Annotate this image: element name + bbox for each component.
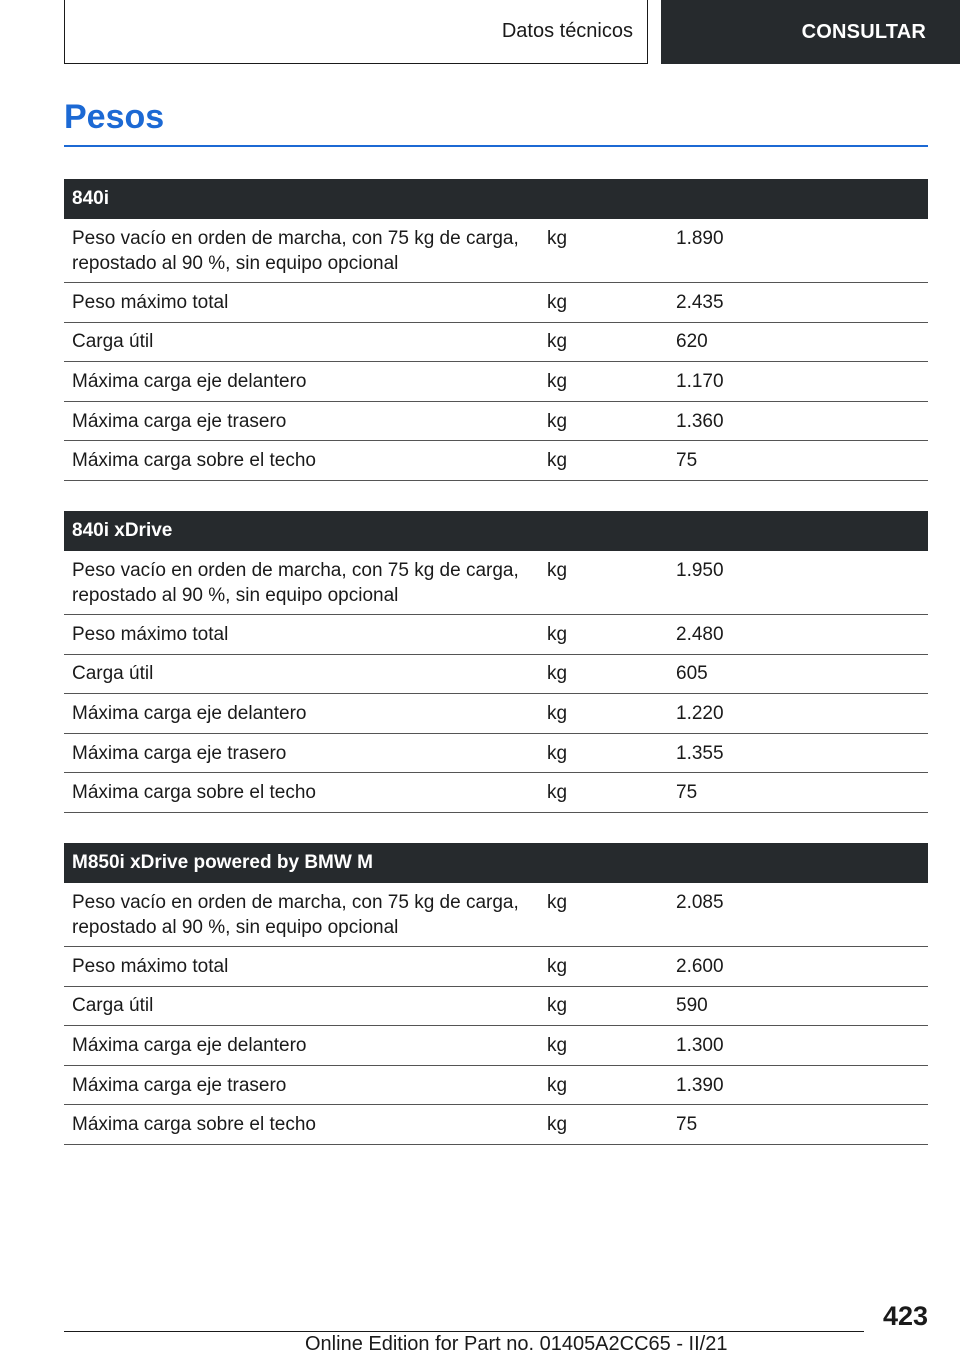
- section-model-name: 840i: [72, 188, 109, 209]
- row-unit: kg: [547, 1034, 568, 1056]
- page-title: Pesos: [64, 98, 165, 136]
- row-value: 1.300: [676, 1034, 724, 1056]
- row-unit: kg: [547, 782, 568, 804]
- section-header: [64, 511, 928, 551]
- row-unit: kg: [547, 370, 568, 392]
- row-value: 1.890: [676, 228, 724, 249]
- row-label: Máxima carga eje trasero: [72, 1074, 287, 1096]
- table-row: [64, 441, 928, 481]
- table-row: [64, 883, 928, 947]
- row-label-line-1: Peso vacío en orden de marcha, con 75 kg de carga,: [72, 228, 519, 249]
- row-unit: kg: [547, 291, 568, 313]
- row-label-line-2: repostado al 90 %, sin equipo opcional: [72, 253, 399, 274]
- row-label: Máxima carga sobre el techo: [72, 1114, 316, 1136]
- row-value: 620: [676, 331, 708, 353]
- row-value: 1.390: [676, 1074, 724, 1096]
- table-row: [64, 947, 928, 987]
- row-value: 1.220: [676, 702, 724, 724]
- row-value: 2.600: [676, 955, 724, 977]
- row-label-line-2: repostado al 90 %, sin equipo opcional: [72, 917, 399, 938]
- table-row: [64, 987, 928, 1027]
- row-value: 590: [676, 995, 708, 1017]
- row-unit: kg: [547, 702, 568, 724]
- row-label: Máxima carga eje delantero: [72, 1034, 307, 1056]
- table-row: [64, 655, 928, 695]
- table-row: [64, 362, 928, 402]
- header-tab-label: CONSULTAR: [801, 20, 926, 43]
- row-label: Máxima carga sobre el techo: [72, 782, 316, 804]
- row-unit: kg: [547, 450, 568, 472]
- row-label: Carga útil: [72, 331, 154, 353]
- row-value: 1.950: [676, 560, 724, 581]
- table-row: [64, 694, 928, 734]
- row-value: 605: [676, 663, 708, 685]
- spec-table-840i-xdrive: [64, 511, 928, 813]
- row-label: Peso máximo total: [72, 955, 229, 977]
- row-label: [64, 226, 540, 276]
- table-row: [64, 402, 928, 442]
- table-row: [64, 323, 928, 363]
- row-label-line-2: repostado al 90 %, sin equipo opcional: [72, 585, 399, 606]
- row-label: [64, 890, 540, 940]
- row-value: 2.085: [676, 892, 724, 913]
- row-label: Peso máximo total: [72, 623, 229, 645]
- row-label: [64, 558, 540, 608]
- row-value: 2.480: [676, 623, 724, 645]
- row-unit: kg: [547, 560, 568, 581]
- row-value: 1.360: [676, 410, 724, 432]
- section-model-name: 840i xDrive: [72, 520, 173, 541]
- row-label: Máxima carga eje trasero: [72, 742, 287, 764]
- table-row: [64, 219, 928, 283]
- row-label-line-1: Peso vacío en orden de marcha, con 75 kg de carga,: [72, 892, 519, 913]
- footer-rule: [64, 1331, 864, 1332]
- row-unit: kg: [547, 742, 568, 764]
- row-label: Peso máximo total: [72, 291, 229, 313]
- row-value: 1.170: [676, 370, 724, 392]
- row-label: Máxima carga sobre el techo: [72, 450, 316, 472]
- title-rule: [64, 145, 928, 147]
- row-value: 2.435: [676, 291, 724, 313]
- row-label: Carga útil: [72, 995, 154, 1017]
- row-value: 75: [676, 782, 698, 804]
- row-label-line-1: Peso vacío en orden de marcha, con 75 kg de carga,: [72, 560, 519, 581]
- row-value: 75: [676, 450, 698, 472]
- table-row: [64, 773, 928, 813]
- row-unit: kg: [547, 1114, 568, 1136]
- row-label: Máxima carga eje delantero: [72, 702, 307, 724]
- row-unit: kg: [547, 331, 568, 353]
- row-label: Máxima carga eje delantero: [72, 370, 307, 392]
- edition-text: Online Edition for Part no. 01405A2CC65 - II/21: [305, 1333, 728, 1355]
- table-row: [64, 551, 928, 615]
- header-section-label-box: [64, 0, 648, 64]
- spec-table-840i: [64, 179, 928, 481]
- section-model-name: M850i xDrive powered by BMW M: [72, 852, 373, 873]
- row-label: Máxima carga eje trasero: [72, 410, 287, 432]
- row-unit: kg: [547, 410, 568, 432]
- table-row: [64, 1026, 928, 1066]
- page-number: 423: [882, 1301, 928, 1331]
- row-unit: kg: [547, 623, 568, 645]
- row-value: 1.355: [676, 742, 724, 764]
- header-section-label: Datos técnicos: [501, 20, 633, 42]
- spec-table-m850i-xdrive: [64, 843, 928, 1145]
- table-row: [64, 734, 928, 774]
- row-unit: kg: [547, 663, 568, 685]
- table-row: [64, 283, 928, 323]
- table-row: [64, 1105, 928, 1145]
- table-row: [64, 1066, 928, 1106]
- table-row: [64, 615, 928, 655]
- section-header: [64, 179, 928, 219]
- row-unit: kg: [547, 228, 568, 249]
- row-unit: kg: [547, 955, 568, 977]
- row-unit: kg: [547, 995, 568, 1017]
- section-header: [64, 843, 928, 883]
- row-unit: kg: [547, 892, 568, 913]
- row-value: 75: [676, 1114, 698, 1136]
- row-unit: kg: [547, 1074, 568, 1096]
- row-label: Carga útil: [72, 663, 154, 685]
- header-tab-consultar[interactable]: [661, 0, 960, 64]
